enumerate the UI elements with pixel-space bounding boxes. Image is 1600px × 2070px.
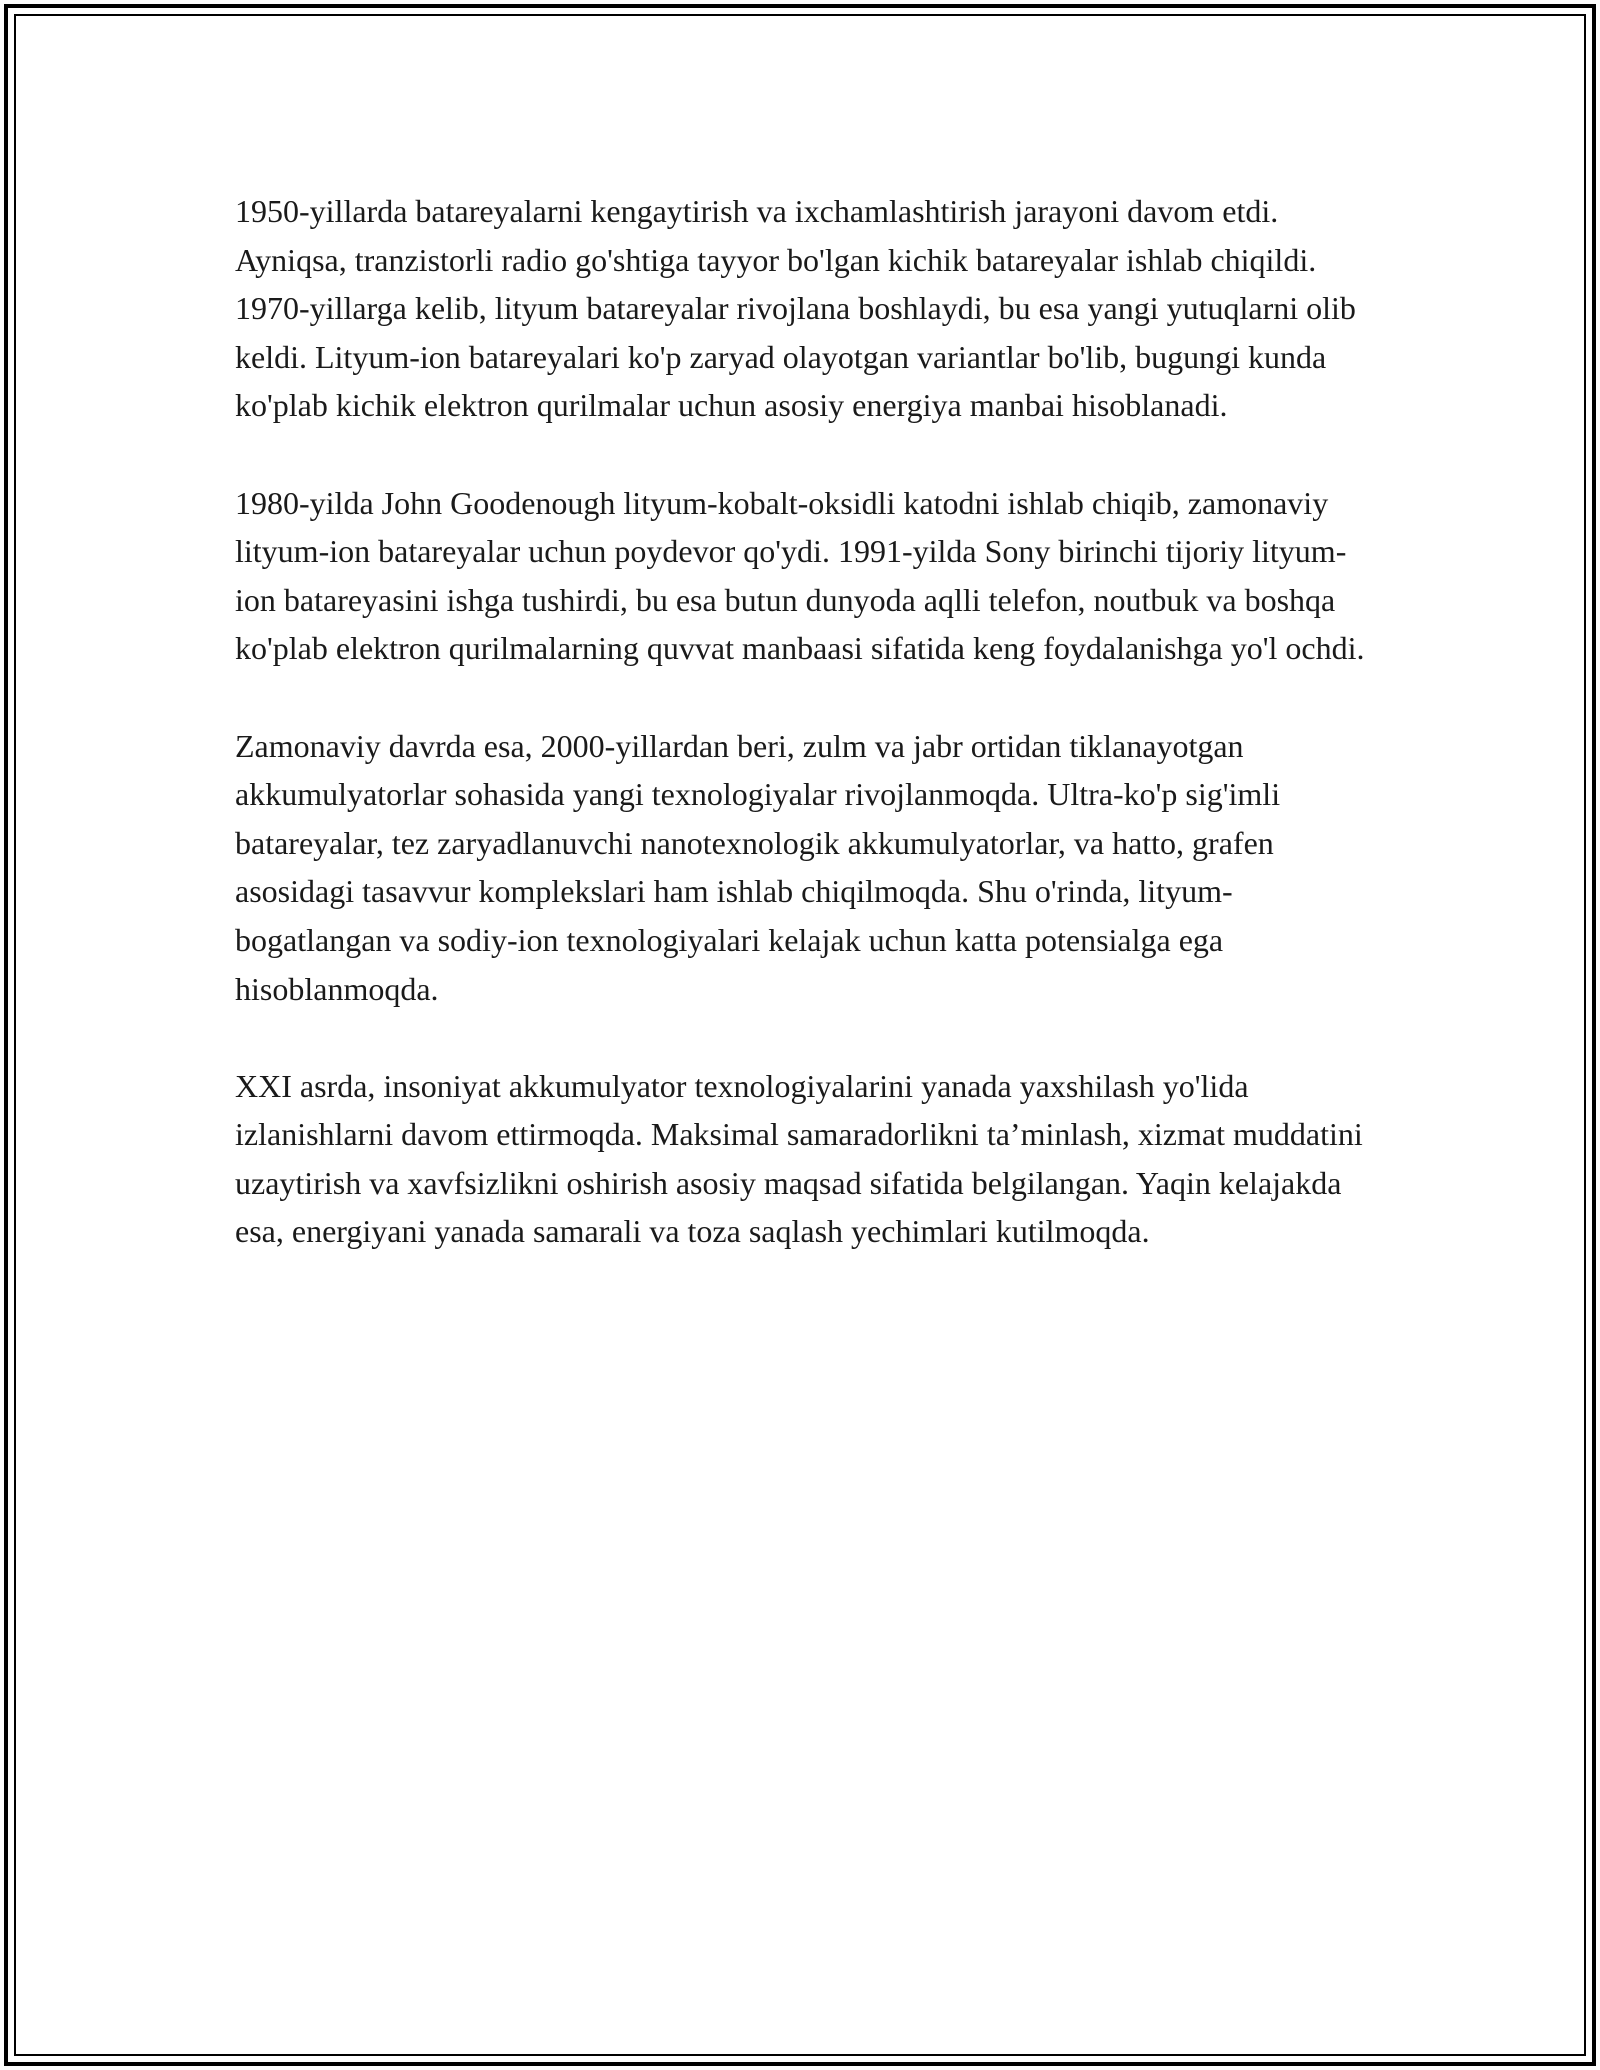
paragraph-21st-century: XXI asrda, insoniyat akkumulyator texnologiyalarini yanada yaxshilash yo'lida izlanishlarni davom ettirmoqda. Maksimal samaradorlikni ta’minlash, xizmat muddatini uzaytirish va xavfsizlikni oshirish asosiy maqsad sifatida belgilangan. Yaqin kelajakda esa, energiyani yanada samarali va toza saqlash yechimlari kutilmoqda. [235, 1067, 1363, 1250]
paragraph-modern-technologies: Zamonaviy davrda esa, 2000-yillardan beri, zulm va jabr ortidan tiklanayotgan akkumulyatorlar sohasida yangi texnologiyalar rivojlanmoqda. Ultra-ko'p sig'imli batareyalar, tez zaryadlanuvchi nanotexnologik akkumulyatorlar, va hatto, grafen asosidagi tasavvur komplekslari ham ishlab chiqilmoqda. Shu o'rinda, lityum-bogatlangan va sodiy-ion texnologiyalari kelajak uchun katta potensialga ega hisoblanmoqda. [235, 727, 1281, 1007]
document-body [235, 187, 1380, 1305]
paragraph-1950s-batteries: 1950-yillarda batareyalarni kengaytirish va ixchamlashtirish jarayoni davom etdi. Ayniqsa, tranzistorli radio go'shtiga tayyor bo'lgan kichik batareyalar ishlab chiqildi. 1970-yillarga kelib, lityum batareyalar rivojlana boshlaydi, bu esa yangi yutuqlarni olib keldi. Lityum-ion batareyalari ko'p zaryad olayotgan variantlar bo'lib, bugungi kunda ko'plab kichik elektron qurilmalar uchun asosiy energiya manbai hisoblanadi. [235, 193, 1356, 424]
paragraph-lithium-ion-origins: 1980-yilda John Goodenough lityum-kobalt-oksidli katodni ishlab chiqib, zamonaviy lityum-ion batareyalar uchun poydevor qo'ydi. 1991-yilda Sony birinchi tijoriy lityum-ion batareyasini ishga tushirdi, bu esa butun dunyoda aqlli telefon, noutbuk va boshqa ko'plab elektron qurilmalarning quvvat manbaasi sifatida keng foydalanishga yo'l ochdi. [235, 484, 1365, 667]
